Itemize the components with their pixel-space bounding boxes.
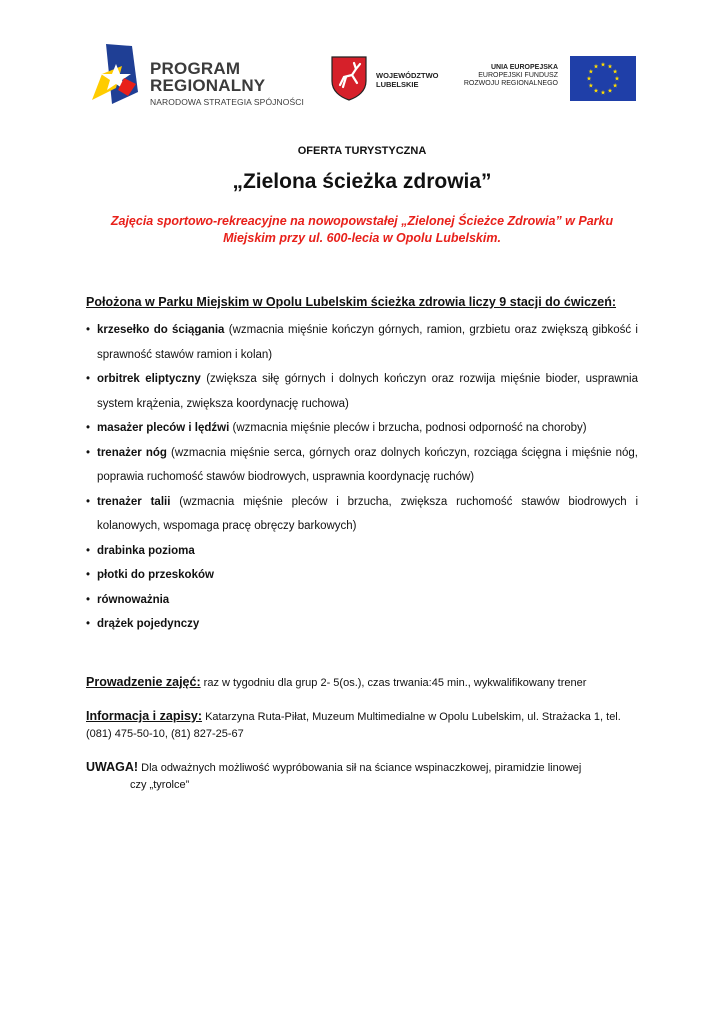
station-item bbox=[86, 367, 638, 416]
bullet-icon: • bbox=[86, 569, 91, 581]
station-name: krzesełko do ściągania bbox=[97, 324, 225, 336]
bullet-icon: • bbox=[86, 422, 91, 434]
station-item bbox=[86, 318, 638, 367]
station-item bbox=[86, 441, 638, 490]
bullet-icon: • bbox=[86, 593, 91, 606]
voivodeship-line1: WOJEWÓDZTWO bbox=[376, 71, 439, 80]
warning-text-line2: czy „tyrolce” bbox=[130, 779, 190, 791]
station-item bbox=[86, 490, 638, 539]
station-description: (wzmacnia mięśnie serca, górnych oraz dolnych kończyn, rozciąga ścięgna i mięśnie nóg, poprawia ruchomość stawów biodrowych, usprawnia koordynację ruchów) bbox=[97, 446, 638, 483]
stations-list bbox=[86, 318, 638, 637]
eu-line1: UNIA EUROPEJSKA bbox=[490, 64, 558, 71]
station-description: (wzmacnia mięśnie pleców i brzucha, zwiększa ruchomość stawów biodrowych i kolanowych, wspomaga pracę obręczy barkowych) bbox=[97, 495, 638, 532]
eu-line2: EUROPEJSKI FUNDUSZ bbox=[478, 72, 558, 79]
station-name: płotki do przeskoków bbox=[97, 569, 214, 581]
station-name: masażer pleców i lędźwi bbox=[97, 422, 230, 434]
station-item bbox=[86, 563, 638, 588]
eu-fund-logo bbox=[462, 56, 636, 102]
warning-info bbox=[86, 759, 638, 794]
eu-fund-text bbox=[464, 64, 558, 88]
bullet-icon: • bbox=[86, 544, 91, 557]
document-subtitle: Zajęcia sportowo-rekreacyjne na nowopowstałej „Zielonej Ścieżce Zdrowia” w Parku Miejskim przy ul. 600-lecia w Opolu Lubelskim. bbox=[110, 214, 614, 245]
document-kicker: OFERTA TURYSTYCZNA bbox=[297, 145, 427, 157]
station-description: (zwiększa siłę górnych i dolnych kończyn oraz rozwija mięśnie bioder, usprawnia system krążenia, zwiększa koordynację ruchowa) bbox=[97, 373, 638, 410]
station-name: orbitrek eliptyczny bbox=[97, 373, 201, 385]
eu-flag-icon bbox=[570, 56, 636, 101]
bullet-icon: • bbox=[86, 324, 91, 336]
classes-info bbox=[86, 674, 638, 692]
station-name: trenażer talii bbox=[97, 495, 171, 508]
bullet-icon: • bbox=[86, 373, 91, 385]
station-item bbox=[86, 588, 638, 613]
contact-label: Informacja i zapisy: bbox=[86, 709, 203, 723]
program-regionalny-wordmark bbox=[150, 60, 304, 107]
station-item bbox=[86, 539, 638, 564]
voivodeship-deer-shield-icon bbox=[330, 55, 368, 101]
voivodeship-line2: LUBELSKIE bbox=[376, 80, 419, 89]
document-title: „Zielona ścieżka zdrowia” bbox=[232, 170, 492, 193]
bullet-icon: • bbox=[86, 495, 91, 508]
eu-line3: ROZWOJU REGIONALNEGO bbox=[463, 80, 558, 87]
program-regionalny-logo bbox=[92, 44, 312, 114]
voivodeship-name bbox=[376, 71, 439, 89]
contact-info bbox=[86, 708, 638, 743]
classes-label: Prowadzenie zajęć: bbox=[86, 675, 201, 689]
bullet-icon: • bbox=[86, 618, 91, 630]
station-item bbox=[86, 612, 638, 637]
station-name: trenażer nóg bbox=[97, 446, 167, 459]
warning-label: UWAGA! bbox=[86, 760, 139, 774]
program-logo-line1: PROGRAM bbox=[150, 59, 241, 78]
contact-text: Katarzyna Ruta-Piłat, Muzeum Multimedialne w Opolu Lubelskim, ul. Strażacka 1, tel. (081) 475-50-10, (81) 827-25-67 bbox=[86, 711, 621, 740]
station-description: (wzmacnia mięśnie pleców i brzucha, podnosi odporność na choroby) bbox=[229, 422, 587, 434]
station-name: drążek pojedynczy bbox=[97, 618, 200, 630]
warning-text-line1: Dla odważnych możliwość wypróbowania sił na ściance wspinaczkowej, piramidzie linowej bbox=[138, 762, 582, 774]
voivodeship-logo bbox=[330, 55, 450, 105]
station-description: (wzmacnia mięśnie kończyn górnych, ramion, grzbietu oraz zwiększą gibkość i sprawność stawów ramion i kolan) bbox=[97, 324, 638, 361]
bullet-icon: • bbox=[86, 446, 91, 459]
stations-heading: Położona w Parku Miejskim w Opolu Lubelskim ścieżka zdrowia liczy 9 stacji do ćwiczeń: bbox=[86, 295, 617, 309]
program-logo-line2: REGIONALNY bbox=[150, 76, 266, 95]
station-item bbox=[86, 416, 638, 441]
classes-text: raz w tygodniu dla grup 2- 5(os.), czas trwania:45 min., wykwalifikowany trener bbox=[200, 677, 587, 689]
program-regionalny-star-icon bbox=[92, 44, 144, 112]
station-name: równoważnia bbox=[97, 593, 170, 606]
station-name: drabinka pozioma bbox=[97, 544, 195, 557]
program-logo-line3: NARODOWA STRATEGIA SPÓJNOŚCI bbox=[150, 97, 304, 107]
